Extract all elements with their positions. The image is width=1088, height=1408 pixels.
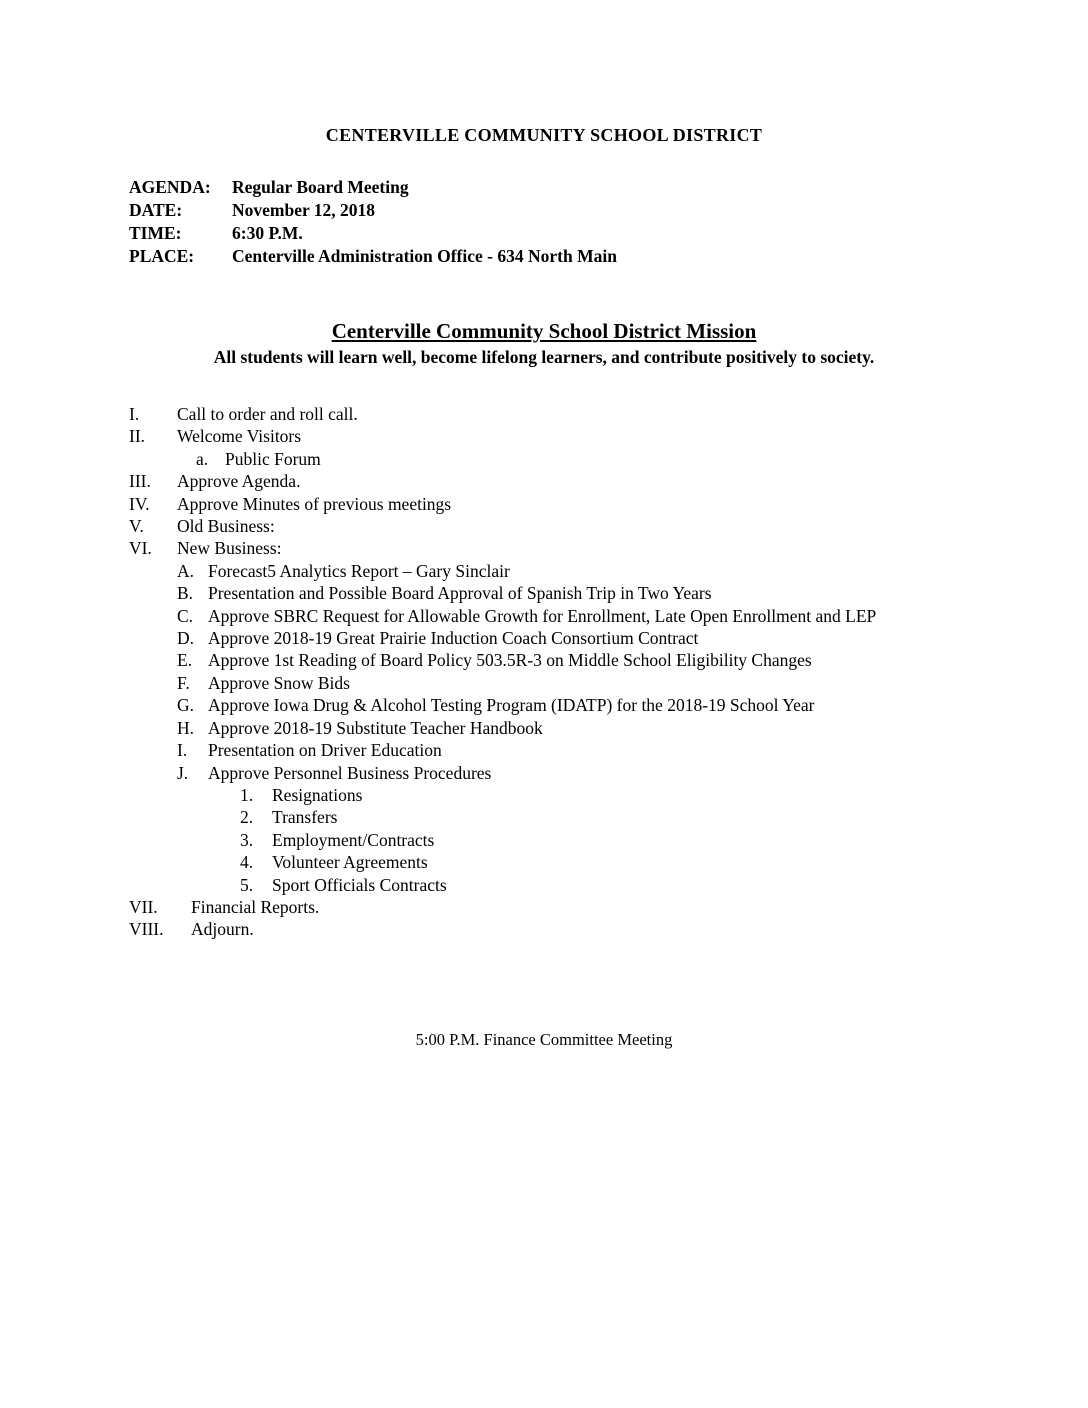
agenda-item <box>0 515 1088 537</box>
agenda-subsubitem <box>0 806 1088 828</box>
mission-section <box>0 318 1088 371</box>
meta-row-time <box>129 222 1088 245</box>
agenda-item <box>0 493 1088 515</box>
item-text: Approve Iowa Drug & Alcohol Testing Program (IDATP) for the 2018-19 School Year <box>208 695 815 716</box>
item-marker: A. <box>177 560 195 581</box>
item-marker: 3. <box>240 829 254 850</box>
meta-value: November 12, 2018 <box>232 200 376 220</box>
agenda-subitem <box>0 649 1088 671</box>
item-text: Public Forum <box>225 448 321 469</box>
item-text: Old Business: <box>177 516 275 537</box>
item-marker: 5. <box>240 874 254 895</box>
meta-value: 6:30 P.M. <box>232 223 303 243</box>
item-text: Presentation on Driver Education <box>208 740 442 761</box>
item-marker: I. <box>177 740 188 761</box>
item-marker: III. <box>129 471 151 492</box>
agenda-subitem <box>0 627 1088 649</box>
item-marker: B. <box>177 583 194 604</box>
agenda-subsubitem <box>0 784 1088 806</box>
meeting-meta-block <box>129 176 1088 268</box>
agenda-subitem <box>0 605 1088 627</box>
mission-heading: Centerville Community School District Mission <box>331 319 757 343</box>
agenda-subitem <box>0 448 1088 470</box>
item-marker: E. <box>177 650 193 671</box>
meta-row-place <box>129 245 1088 268</box>
item-text: New Business: <box>177 538 282 559</box>
meta-row-date <box>129 199 1088 222</box>
agenda-subsubitem <box>0 829 1088 851</box>
item-text: Approve Personnel Business Procedures <box>208 762 492 783</box>
item-text: Approve Minutes of previous meetings <box>177 493 452 514</box>
agenda-subsubitem <box>0 874 1088 896</box>
agenda-subitem <box>0 762 1088 784</box>
finance-committee-note: 5:00 P.M. Finance Committee Meeting <box>415 1029 673 1049</box>
item-text: Transfers <box>272 807 338 828</box>
meta-label: PLACE: <box>129 246 195 266</box>
item-text: Approve 2018-19 Substitute Teacher Handbook <box>208 717 543 738</box>
item-marker: II. <box>129 426 146 447</box>
item-text: Volunteer Agreements <box>272 852 428 873</box>
item-text: Approve Agenda. <box>177 471 301 492</box>
item-text: Welcome Visitors <box>177 426 302 447</box>
meta-value: Regular Board Meeting <box>232 177 409 197</box>
agenda-item <box>0 896 1088 918</box>
item-marker: J. <box>177 762 189 783</box>
agenda-list <box>0 403 1088 941</box>
item-text: Call to order and roll call. <box>177 404 358 424</box>
item-text: Employment/Contracts <box>272 829 435 850</box>
agenda-subitem <box>0 560 1088 582</box>
agenda-item <box>0 537 1088 559</box>
item-marker: 4. <box>240 852 254 873</box>
item-marker: 2. <box>240 807 254 828</box>
mission-statement: All students will learn well, become lifelong learners, and contribute positively to society. <box>213 347 875 367</box>
item-marker: H. <box>177 717 195 738</box>
agenda-subitem <box>0 717 1088 739</box>
agenda-item <box>0 403 1088 425</box>
item-marker: G. <box>177 695 195 716</box>
agenda-subsubitem <box>0 851 1088 873</box>
item-text: Resignations <box>272 784 363 805</box>
agenda-item <box>0 425 1088 447</box>
item-marker: VIII. <box>129 919 164 940</box>
item-marker: IV. <box>129 493 150 514</box>
item-marker: D. <box>177 628 195 649</box>
agenda-subitem <box>0 694 1088 716</box>
item-text: Approve Snow Bids <box>208 672 350 693</box>
meta-label: DATE: <box>129 200 183 220</box>
item-text: Adjourn. <box>191 919 254 940</box>
meta-row-agenda <box>129 176 1088 199</box>
agenda-item <box>0 470 1088 492</box>
meta-label: AGENDA: <box>129 177 211 197</box>
item-marker: V. <box>129 516 144 537</box>
item-text: Approve 2018-19 Great Prairie Induction Coach Consortium Contract <box>208 628 699 649</box>
item-marker: VII. <box>129 896 158 917</box>
item-text: Sport Officials Contracts <box>272 874 447 895</box>
item-text: Presentation and Possible Board Approval of Spanish Trip in Two Years <box>208 583 712 604</box>
item-marker: 1. <box>240 784 254 805</box>
meta-label: TIME: <box>129 223 182 243</box>
item-text: Financial Reports. <box>191 896 320 917</box>
item-text: Approve SBRC Request for Allowable Growth for Enrollment, Late Open Enrollment and LEP <box>208 605 877 626</box>
item-marker: VI. <box>129 538 152 559</box>
agenda-subitem <box>0 739 1088 761</box>
item-marker: I. <box>129 404 140 424</box>
item-text: Approve 1st Reading of Board Policy 503.5R-3 on Middle School Eligibility Changes <box>208 650 812 671</box>
item-marker: F. <box>177 672 190 693</box>
item-text: Forecast5 Analytics Report – Gary Sinclair <box>208 560 510 581</box>
agenda-item <box>0 918 1088 940</box>
item-marker: a. <box>196 448 209 469</box>
agenda-subitem <box>0 582 1088 604</box>
agenda-subitem <box>0 672 1088 694</box>
document-title: CENTERVILLE COMMUNITY SCHOOL DISTRICT <box>325 125 763 145</box>
item-marker: C. <box>177 605 194 626</box>
meta-value: Centerville Administration Office - 634 North Main <box>232 246 617 266</box>
